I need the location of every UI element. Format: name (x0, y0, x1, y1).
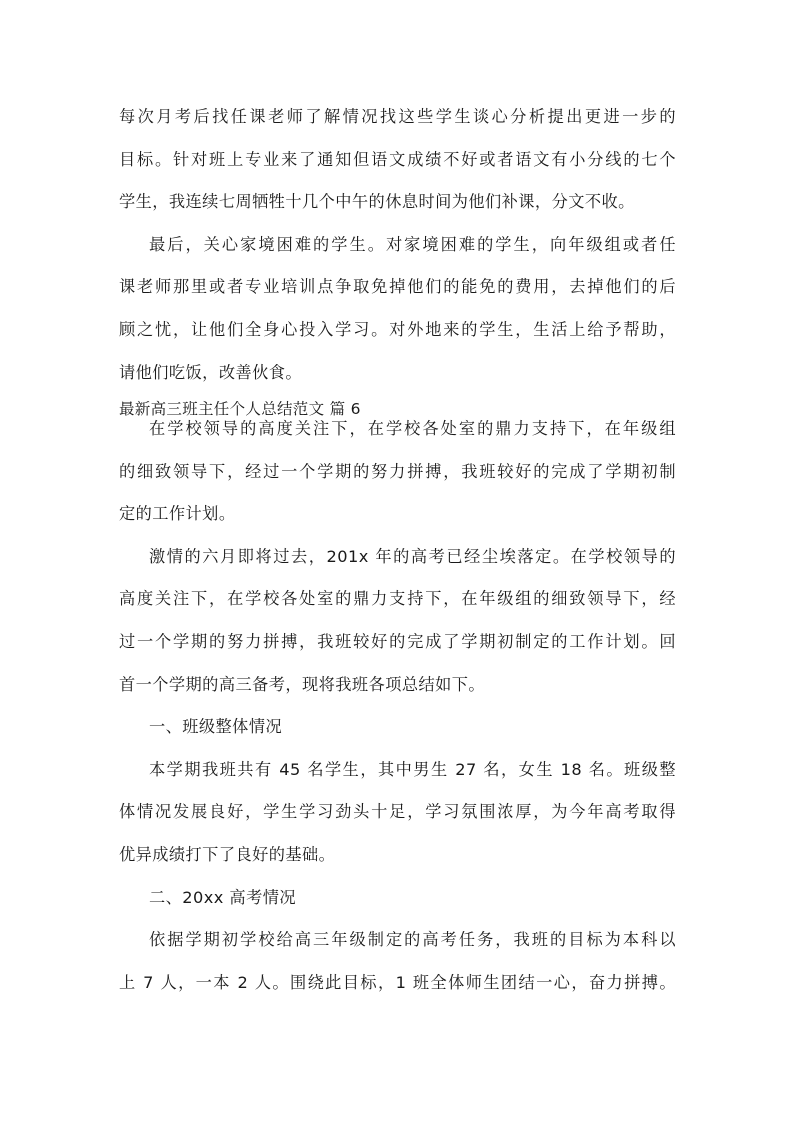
text-line: 学生，我连续七周牺牲十几个中午的休息时间为他们补课，分文不收。 (119, 192, 635, 212)
text-line: 优异成绩打下了良好的基础。 (119, 844, 336, 864)
paragraph-finally (119, 224, 676, 394)
paragraph-class (119, 749, 676, 877)
text-line: 激情的六月即将过去，201x 年的高考已经尘埃落定。在学校领导的 (149, 546, 676, 566)
text-line: 每次月考后找任课老师了解情况找这些学生谈心分析提出更进一步的 (119, 107, 676, 126)
text-line: 课老师那里或者专业培训点争取免掉他们的能免的费用，去掉他们的后 (119, 277, 676, 297)
text-line: 请他们吃饭，改善伙食。 (119, 362, 303, 382)
text-line: 定的工作计划。 (119, 504, 236, 524)
paragraph-intro (119, 408, 676, 536)
paragraph-june (119, 536, 676, 706)
paragraph-goal (119, 919, 676, 1004)
document-body-bottom (119, 408, 676, 1004)
text-line: 体情况发展良好，学生学习劲头十足，学习氛围浓厚，为今年高考取得 (119, 802, 676, 822)
text-line: 上 7 人，一本 2 人。围绕此目标，1 班全体师生团结一心，奋力拼搏。 (119, 972, 676, 992)
paragraph-continued (119, 96, 676, 224)
text-line: 依据学期初学校给高三年级制定的高考任务，我班的目标为本科以 (149, 930, 676, 950)
text-line: 过一个学期的努力拼搏，我班较好的完成了学期初制定的工作计划。回 (119, 631, 676, 651)
text-line: 在学校领导的高度关注下，在学校各处室的鼎力支持下，在年级组 (149, 419, 676, 438)
text-line: 高度关注下，在学校各处室的鼎力支持下，在年级组的细致领导下，经 (119, 589, 676, 609)
text-line: 首一个学期的高三备考，现将我班各项总结如下。 (119, 674, 486, 694)
text-line: 目标。针对班上专业来了通知但语文成绩不好或者语文有小分线的七个 (119, 149, 676, 169)
text-line: 本学期我班共有 45 名学生，其中男生 27 名，女生 18 名。班级整 (149, 759, 676, 779)
subheading-exam-situation (119, 877, 676, 920)
text-line: 的细致领导下，经过一个学期的努力拼搏，我班较好的完成了学期初制 (119, 461, 676, 481)
subheading-class-overview (119, 706, 676, 749)
text-line: 二、20xx 高考情况 (149, 887, 296, 907)
section-heading: 最新高三班主任个人总结范文 篇 6 (119, 400, 361, 418)
text-line: 最后，关心家境困难的学生。对家境困难的学生，向年级组或者任 (149, 234, 676, 254)
text-line: 顾之忧，让他们全身心投入学习。对外地来的学生，生活上给予帮助， (119, 319, 676, 339)
document-body-top (119, 96, 676, 394)
text-line: 一、班级整体情况 (149, 717, 283, 737)
